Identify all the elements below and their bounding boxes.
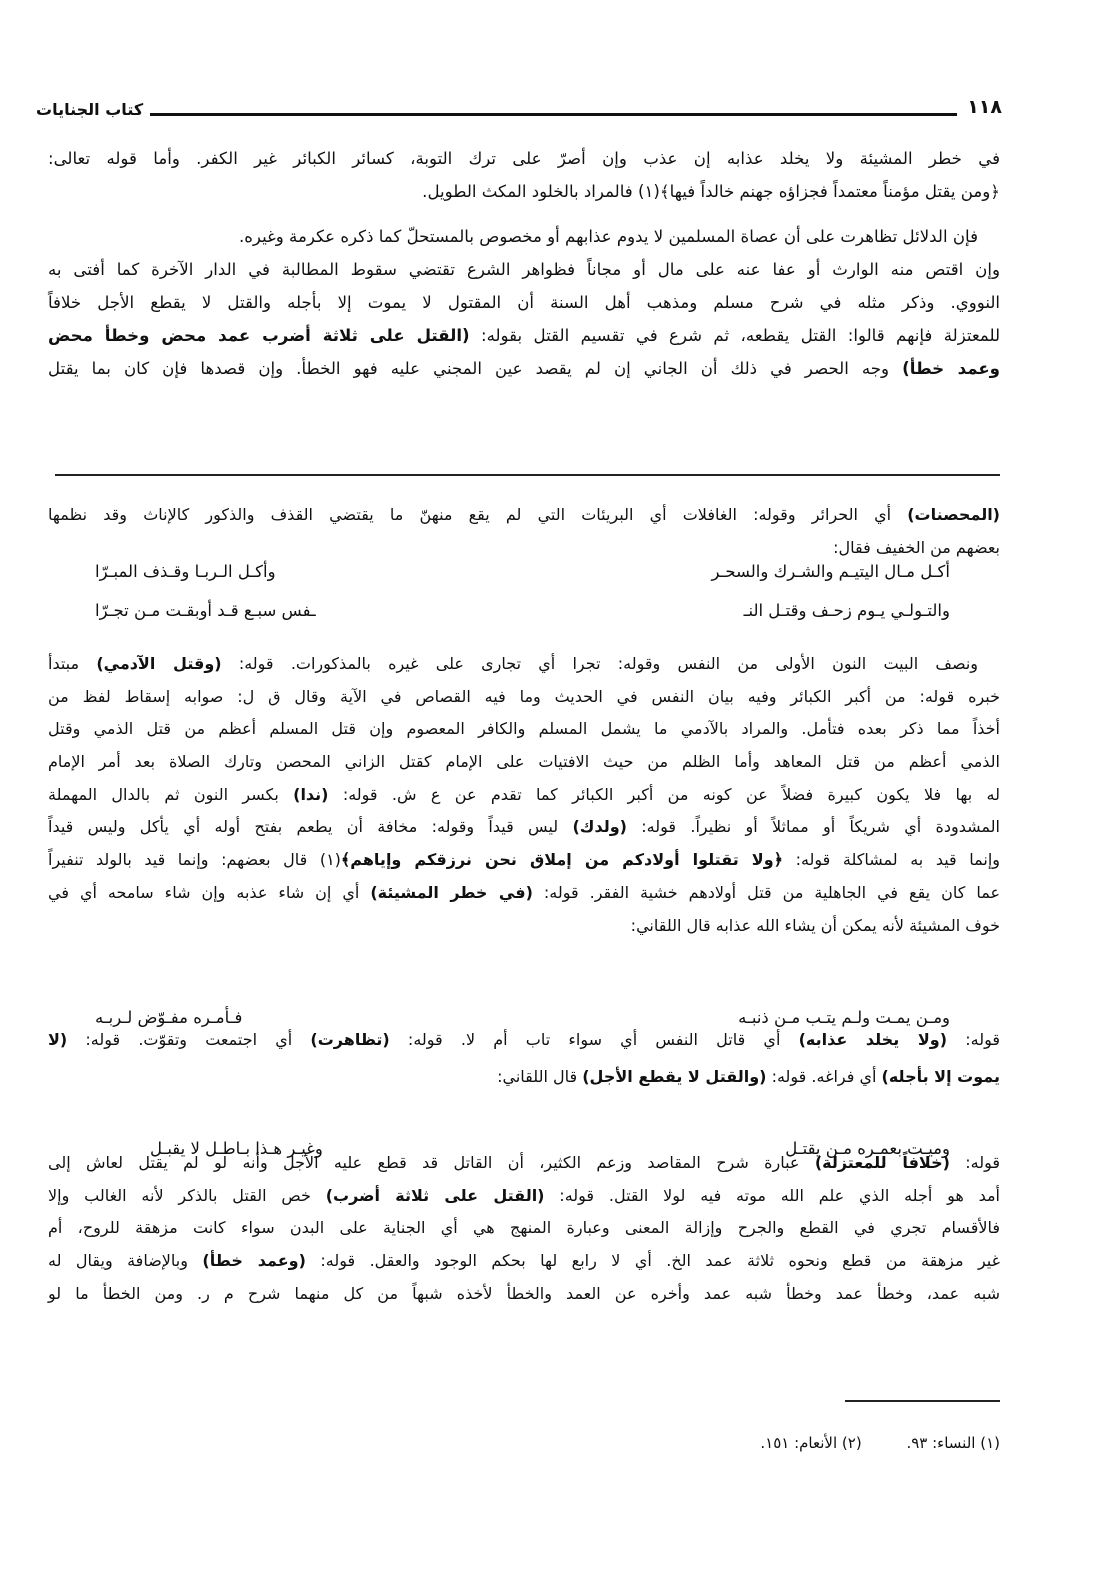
text-segment: قوله: <box>947 1030 1000 1049</box>
text-line <box>48 1058 1000 1095</box>
text-line <box>48 352 1000 385</box>
text-segment: وإنما قيد به لمشاكلة قوله: <box>783 850 1000 870</box>
bold-quote: (وعمد خطأ) <box>202 1251 306 1271</box>
text-line <box>48 713 1000 746</box>
bold-quote: (القتل على ثلاثة أضرب) <box>325 1185 545 1205</box>
text-line <box>48 286 1000 319</box>
first-hemistich: والتـولـي يـوم زحـف وقتـل النـ <box>743 601 950 620</box>
footnote-1: (١) النساء: ٩٣. <box>906 1434 1000 1452</box>
text-segment: مبتدأ <box>48 654 97 673</box>
text-segment: أمد هو أجله الذي علم الله موته فيه لولا القتل. قوله: <box>544 1185 1000 1205</box>
text-segment: (١) قال بعضهم: وإنما قيد بالولد تنفيراً <box>48 850 341 870</box>
bold-quote: (وقتل الآدمي) <box>96 654 222 673</box>
main-text-paragraph-1 <box>48 142 1000 208</box>
bold-quote: ﴿ولا تقتلوا أولادكم من إملاق نحن نرزقكم وإياهم﴾ <box>340 850 784 870</box>
text-segment: بكسر النون ثم بالدال المهملة <box>48 784 294 804</box>
text-line <box>48 220 1000 253</box>
text-segment: أي الحرائر وقوله: الغافلات أي البريئات التي لم يقع منهنّ ما يقتضي القذف والذكور كالإناث وقد نظمها <box>48 505 908 524</box>
text-line <box>48 811 1000 844</box>
text-segment: وبالإضافة ويقال له <box>48 1251 203 1271</box>
text-segment: النووي. وذكر مثله في شرح مسلم ومذهب أهل السنة أن المقتول لا يموت إلا بأجله والقتل لا يقطع الأجل خلافاً <box>48 293 1000 312</box>
text-segment: أي إن شاء عذبه وإن شاء سامحه أي في <box>48 882 371 902</box>
text-segment: قال اللقاني: <box>497 1067 583 1086</box>
first-hemistich: ومـن يمـت ولـم يتـب مـن ذنبـه <box>738 1008 950 1027</box>
bold-quote: وعمد خطأ) <box>902 359 1001 378</box>
bold-quote: (لا <box>48 1030 68 1049</box>
text-line <box>48 499 1000 532</box>
text-segment: المشدودة أي شريكاً أو مماثلاً أو نظيراً. قوله: <box>626 817 1000 837</box>
text-segment: خبره قوله: من أكبر الكبائر وفيه بيان النفس في الحديث وما فيه القصاص في الآية وقال ق ل: صوابه إسقاط لفظ من <box>48 686 1000 706</box>
text-segment: أي قاتل النفس أي سواء تاب أم لا. قوله: <box>389 1030 799 1049</box>
text-segment: غير مزهقة من قطع ونحوه ثلاثة عمد الخ. أي لا رابع لها بحكم الوجود والعقل. قوله: <box>305 1251 1001 1271</box>
text-line <box>48 910 1000 943</box>
bold-quote: (والقتل لا يقطع الأجل) <box>582 1067 767 1086</box>
main-commentary-separator <box>55 474 1000 476</box>
text-line <box>48 175 1000 208</box>
commentary-paragraph-2 <box>48 648 1000 942</box>
text-segment: فالأقسام تجري في القطع والجرح وإزالة المعنى وعبارة المنهج هي أي الجناية على البدن سواء كانت مزهقة للروح، أم <box>48 1218 1000 1238</box>
page-number: ١١٨ <box>967 96 1002 118</box>
bold-quote: (ندا) <box>293 784 329 804</box>
text-segment: ﴿ومن يقتل مؤمناً معتمداً فجزاؤه جهنم خالداً فيها﴾(١) فالمراد بالخلود المكث الطويل. <box>422 182 1000 201</box>
text-line <box>48 844 1000 877</box>
text-line <box>48 532 1000 565</box>
text-line <box>48 1147 1000 1180</box>
text-line <box>48 1278 1000 1311</box>
text-segment: قوله: <box>949 1153 1001 1172</box>
bold-quote: (خلافاً للمعتزلة) <box>814 1153 950 1172</box>
text-line <box>48 877 1000 910</box>
text-segment: ليس قيداً وقوله: مخافة أن يطعم بفتح أوله أي يأكل وليس قيداً <box>48 817 573 837</box>
text-segment: للمعتزلة فإنهم قالوا: القتل يقطعه، ثم شرع في تقسيم القتل بقوله: <box>469 326 1001 345</box>
first-hemistich: أكـل مـال اليتيـم والشـرك والسحـر <box>711 562 950 581</box>
text-line <box>48 1245 1000 1278</box>
header-rule <box>150 113 957 116</box>
text-segment: عبارة شرح المقاصد وزعم الكثير، أن القاتل قد قطع عليه الأجل وأنه لو لم يقتل لعاش إلى <box>48 1153 815 1172</box>
text-segment: خص القتل بالذكر لأنه الغالب وإلا <box>48 1185 326 1205</box>
text-segment: فإن الدلائل تظاهرت على أن عصاة المسلمين لا يدوم عذابهم أو مخصوص بالمستحلّ كما ذكره عكرمة وغيره. <box>238 227 978 246</box>
text-line <box>48 648 1000 681</box>
text-segment: ونصف البيت النون الأولى من النفس وقوله: تجرا أي تجارى على غيره بالمذكورات. قوله: <box>221 654 978 673</box>
footnote-2: (٢) الأنعام: ١٥١. <box>760 1434 862 1452</box>
text-line <box>48 1212 1000 1245</box>
footnote-rule <box>845 1400 1000 1402</box>
text-line <box>48 253 1000 286</box>
text-segment: له بها فلا يكون كبيرة فضلاً عن كونه من أكبر الكبائر كما تقدم عن ع ش. قوله: <box>328 784 1001 804</box>
text-segment: وإن اقتص منه الوارث أو عفا عنه على مال أو مجاناً فظواهر الشرع تقتضي سقوط المطالبة في الدار الآخرة كما أفتى به <box>48 260 1000 279</box>
text-line <box>48 319 1000 352</box>
bold-quote: (المحصنات) <box>907 505 1000 524</box>
bold-quote: يموت إلا بأجله) <box>881 1067 1000 1086</box>
commentary-paragraph-3 <box>48 1021 1000 1095</box>
running-title: كتاب الجنايات <box>36 100 144 119</box>
text-line <box>48 1021 1000 1058</box>
bold-quote: (في خطر المشيئة) <box>370 882 533 902</box>
text-segment: خوف المشيئة لأنه يمكن أن يشاء الله عذابه قال اللقاني: <box>630 915 1000 935</box>
text-line <box>48 746 1000 779</box>
commentary-paragraph-4 <box>48 1147 1000 1310</box>
text-line <box>48 142 1000 175</box>
text-segment: في خطر المشيئة ولا يخلد عذابه إن عذب وإن أصرّ على ترك التوبة، كسائر الكبائر غير الكفر. وأما قوله تعالى: <box>48 149 1000 168</box>
bold-quote: (ولدك) <box>572 817 627 837</box>
second-hemistich: فـأمـره مفـوّض لـربـه <box>95 1008 243 1027</box>
poem-verse <box>95 562 950 601</box>
text-segment: عما كان يقع في الجاهلية من قتل أولادهم خشية الفقر. قوله: <box>532 882 1001 902</box>
bold-quote: (ولا يخلد عذابه) <box>798 1030 948 1049</box>
text-segment: أخذاً مما ذكر بعده فتأمل. والمراد بالآدمي ما يشمل المسلم والكافر المعصوم وإن قتل المسلم أعظم من قتل الذمي وقتل <box>48 719 1000 739</box>
text-segment: وجه الحصر في ذلك أن الجاني إن لم يقصد عين المجني عليه فهو الخطأ. وإن قصدها فإن كان بما يقتل <box>48 359 903 378</box>
first-hemistich: وميـت بعمـره مـن يقتـل <box>785 1139 950 1158</box>
text-line <box>48 779 1000 812</box>
text-line <box>48 1180 1000 1213</box>
text-segment: بعضهم من الخفيف فقال: <box>833 537 1000 557</box>
bold-quote: (القتل على ثلاثة أضرب عمد محض وخطأ محض <box>48 326 470 345</box>
second-hemistich: ـفس سبـع قـد أوبقـت مـن تجـرّا <box>95 601 316 620</box>
poem-1 <box>95 562 950 640</box>
text-segment: أي اجتمعت وتقوّت. قوله: <box>67 1030 311 1049</box>
footnotes <box>720 1434 1000 1452</box>
text-segment: أي فراغه. قوله: <box>766 1067 882 1086</box>
second-hemistich: وأكـل الـربـا وقـذف المبـرّا <box>95 562 276 581</box>
second-hemistich: وغيـر هـذا بـاطـل لا يقبـل <box>150 1139 323 1158</box>
bold-quote: (تظاهرت) <box>310 1030 390 1049</box>
main-text-paragraph-2 <box>48 220 1000 385</box>
text-segment: شبه عمد، وخطأ عمد وخطأ شبه عمد وأخره عن العمد والخطأ لأخذه شبهاً من كل منهما شرح م ر. ومن الخطأ ما لو <box>48 1283 1000 1303</box>
commentary-paragraph-1 <box>48 499 1000 564</box>
text-segment: الذمي أعظم من قتل المعاهد وأما الظلم من حيث الافتيات على الإمام كقتل الزاني المحصن وتارك الصلاة بعد أمر الإمام <box>48 752 1000 772</box>
poem-verse <box>95 601 950 640</box>
text-line <box>48 681 1000 714</box>
